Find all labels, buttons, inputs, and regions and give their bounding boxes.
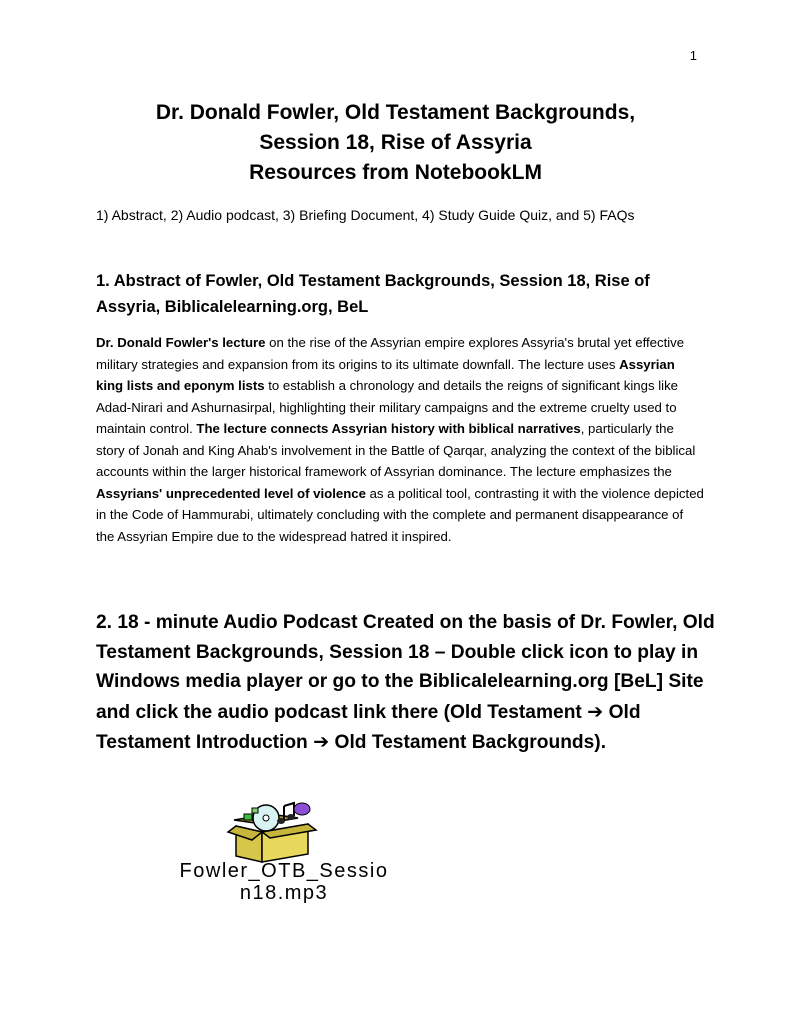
- audio-file-label[interactable]: [96, 860, 472, 904]
- abstract-heading: 1. Abstract of Fowler, Old Testament Backgrounds, Session 18, Rise of Assyria, Biblicalelearning.org, BeL: [96, 272, 650, 316]
- abstract-bold-2: Assyrian king lists and eponym lists: [96, 356, 675, 393]
- right-arrow-icon: ➔: [587, 699, 604, 723]
- file-label-line-2: n18.mp3: [239, 882, 329, 904]
- abstract-text-3: , particularly the story of Jonah and King Ahab's involvement in the Battle of Qarqar, analyzing the context of the biblical accounts within the larger historical framework of Assyrian dominance. The lecture emphasizes the: [96, 421, 696, 479]
- resources-list: 1) Abstract, 2) Audio podcast, 3) Briefing Document, 4) Study Guide Quiz, and 5) FAQs: [96, 207, 635, 223]
- page-number: 1: [689, 48, 697, 63]
- podcast-heading-end: Old Testament Backgrounds).: [329, 732, 607, 753]
- title-line-3: Resources from NotebookLM: [249, 161, 542, 184]
- file-label-line-1: Fowler_OTB_Sessio: [179, 860, 389, 882]
- abstract-text-2: to establish a chronology and details the reigns of significant kings like Adad-Nirari and Ashurnasirpal, highlighting their military campaigns and the extreme cruelty used to maintain control.: [96, 378, 678, 436]
- abstract-bold-3: The lecture connects Assyrian history with biblical narratives: [196, 421, 581, 436]
- abstract-paragraph: [96, 332, 704, 547]
- podcast-heading-start: 2. 18 - minute Audio Podcast Created on the basis of Dr. Fowler, Old Testament Backgrounds, Session 18 – Double click icon to play in Windows media player or go to the Biblicalelearning.org [BeL] Site and click the audio podcast link there (Old Testament: [96, 612, 715, 723]
- right-arrow-icon: ➔: [313, 730, 330, 753]
- audio-package-icon[interactable]: [222, 800, 332, 864]
- abstract-bold-1: Dr. Donald Fowler's lecture: [96, 335, 266, 350]
- abstract-text-4: as a political tool, contrasting it with the violence depicted in the Code of Hammurabi, ultimately concluding with the complete and permanent disappearance of the Assyrian Empire due to the widespread hatred it inspired.: [96, 485, 704, 544]
- document-title: [0, 98, 791, 188]
- podcast-heading-mid: Old Testament Introduction: [96, 701, 641, 753]
- audio-podcast-heading: [96, 608, 716, 758]
- title-line-1: Dr. Donald Fowler, Old Testament Backgrounds,: [155, 101, 636, 124]
- abstract-text-1: on the rise of the Assyrian empire explores Assyria's brutal yet effective military strategies and expansion from its origins to its ultimate downfall. The lecture uses: [96, 335, 685, 372]
- abstract-bold-4: Assyrians' unprecedented level of violence: [96, 485, 366, 501]
- title-line-2: Session 18, Rise of Assyria: [259, 131, 532, 154]
